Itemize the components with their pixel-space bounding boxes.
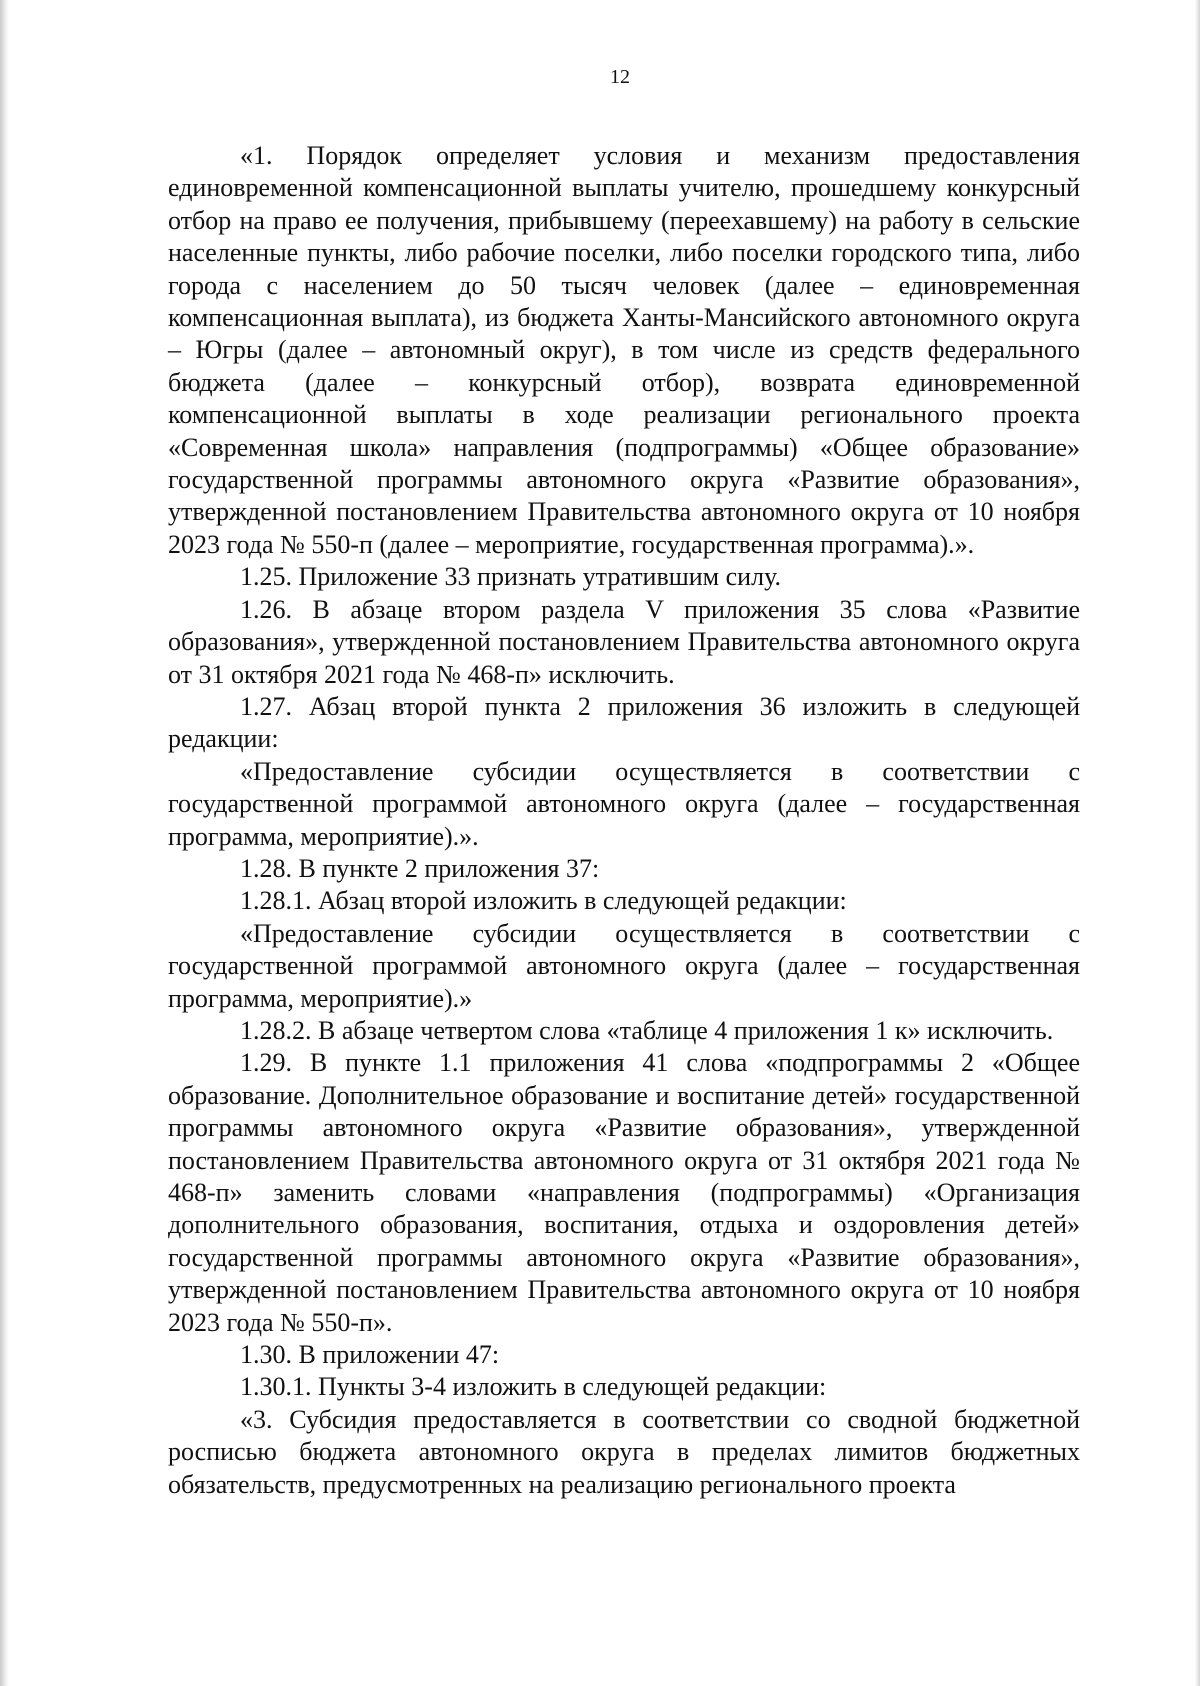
paragraph-item-1-25: 1.25. Приложение 33 признать утратившим силу.	[240, 562, 781, 592]
scan-shadow-right	[1195, 0, 1200, 1686]
paragraph-item-1-29: 1.29. В пункте 1.1 приложения 41 слова «подпрограммы 2 «Общее образование. Дополнительное образование и воспитание детей» государственной программы автономного округа «Развитие образования», утвержденной постановлением Правительства автономного округа от 31 октября 2021 года № 468-п» заменить словами «направления (подпрограммы) «Организация дополнительного образования, воспитания, отдыха и оздоровления детей» государственной программы автономного округа «Развитие образования», утвержденной постановлением Правительства автономного округа от 10 ноября 2023 года № 550-п».	[168, 1048, 1080, 1337]
paragraph-item-1-28-1: 1.28.1. Абзац второй изложить в следующей редакции:	[240, 886, 847, 916]
paragraph-quote-1-27: «Предоставление субсидии осуществляется в соответствии с государственной программой автономного округа (далее – государственная программа, мероприятие).».	[168, 756, 1080, 851]
paragraph-item-1-30: 1.30. В приложении 47:	[240, 1340, 500, 1370]
paragraph-quote-1-28-1: «Предоставление субсидии осуществляется в соответствии с государственной программой автономного округа (далее – государственная программа, мероприятие).»	[168, 918, 1080, 1013]
paragraph-quote-item-3: «3. Субсидия предоставляется в соответствии со сводной бюджетной росписью бюджета автономного округа в пределах лимитов бюджетных обязательств, предусмотренных на реализацию регионального проекта	[168, 1404, 1080, 1499]
scan-shadow-left	[0, 0, 9, 1686]
page-number: 12	[610, 66, 630, 88]
paragraph-item-1-27: 1.27. Абзац второй пункта 2 приложения 36 изложить в следующей редакции:	[168, 691, 1080, 754]
paragraph-item-1-28-2: 1.28.2. В абзаце четвертом слова «таблице 4 приложения 1 к» исключить.	[240, 1015, 1054, 1045]
paragraph-item-1: «1. Порядок определяет условия и механизм предоставления единовременной компенсационной выплаты учителю, прошедшему конкурсный отбор на право ее получения, прибывшему (переехавшему) на работу в сельские населенные пункты, либо рабочие поселки, либо поселки городского типа, либо города с населением до 50 тысяч человек (далее – единовременная компенсационная выплата), из бюджета Ханты-Мансийского автономного округа – Югры (далее – автономный округ), в том числе из средств федерального бюджета (далее – конкурсный отбор), возврата единовременной компенсационной выплаты в ходе реализации регионального проекта «Современная школа» направления (подпрограммы) «Общее образование» государственной программы автономного округа «Развитие образования», утвержденной постановлением Правительства автономного округа от 10 ноября 2023 года № 550-п (далее – мероприятие, государственная программа).».	[168, 141, 1080, 559]
paragraph-item-1-30-1: 1.30.1. Пункты 3-4 изложить в следующей редакции:	[240, 1372, 827, 1402]
paragraph-item-1-26: 1.26. В абзаце втором раздела V приложения 35 слова «Развитие образования», утвержденной постановлением Правительства автономного округа от 31 октября 2021 года № 468-п» исключить.	[168, 594, 1080, 689]
document-body	[168, 140, 1080, 1501]
paragraph-item-1-28: 1.28. В пункте 2 приложения 37:	[240, 853, 600, 883]
